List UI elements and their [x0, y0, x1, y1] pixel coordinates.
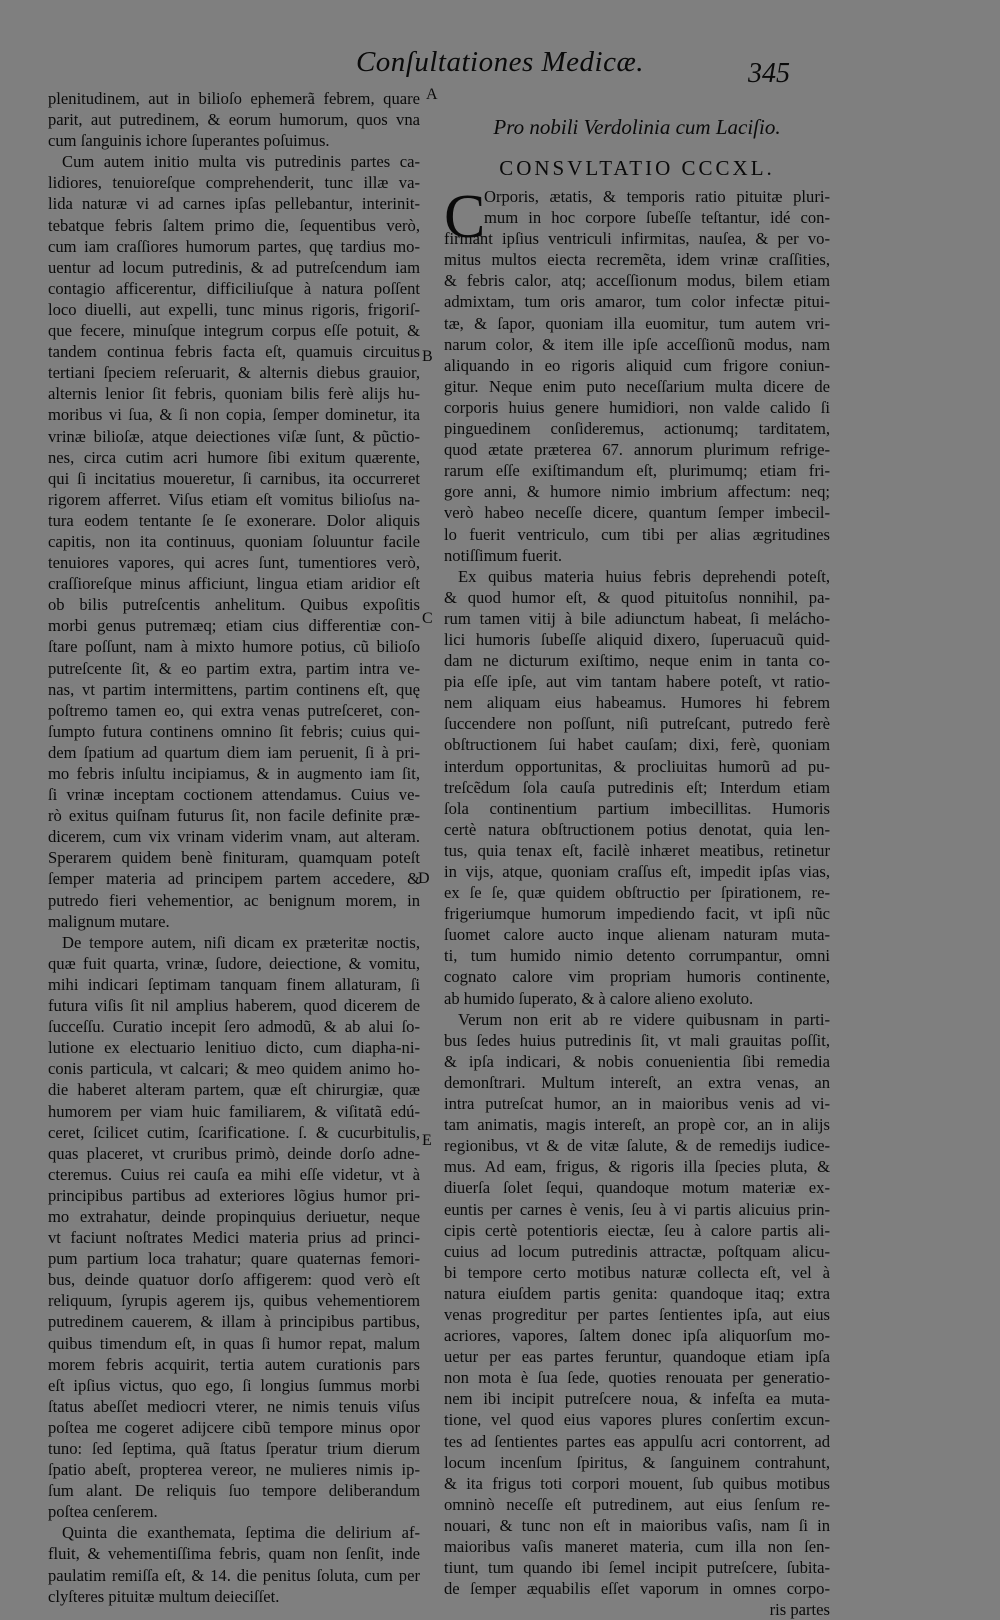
text-line: regionibus, vt & de vitæ ſalute, & de remedijs iudice- [444, 1136, 830, 1156]
text-line: omninò neceſſe eſt putredinem, aut eius ſenſum re- [444, 1494, 830, 1514]
text-line: die haberet alteram partem, quæ eſt chirurgiæ, quæ [48, 1080, 420, 1100]
text-line: quæ fuit quarta, vrinæ, ſudore, deiectione, & vomitu, [48, 953, 420, 973]
text-line: euntis per carnes è venis, ſeu à vi partis alicuius prin- [444, 1199, 830, 1219]
text-line: putreſcente ſit, & eo partim extra, partim intra ve- [48, 658, 420, 678]
text-line: tæ, & ſapor, quoniam illa euomitur, tum autem vri- [444, 313, 830, 333]
text-line: De tempore autem, niſi dicam ex præteritæ noctis, [62, 932, 420, 952]
drop-cap-paragraph [444, 183, 830, 1620]
margin-letter-e: E [422, 1132, 432, 1149]
running-title: Conſultationes Medicæ. [355, 46, 645, 78]
text-line: ſtatus abeſſet mediocri vterer, ne nimis tenuis viſus [48, 1396, 420, 1416]
text-line: natura eiuſdem partis genita: quandoque itaq; extra [444, 1283, 830, 1303]
text-line: tes ad ſentientes partes eas appulſu acri contorrent, ad [444, 1431, 830, 1451]
text-line: rarum eſſe exiſtimandum eſt, plurimumq; etiam fri- [444, 461, 830, 481]
text-line: Quinta die exanthemata, ſeptima die delirium af- [62, 1523, 420, 1543]
text-line: dicerem, cum vix vrinam viderim vnam, aut alteram. [48, 827, 420, 847]
text-line: poſtea me cogeret adijcere cibũ tempore minus opor [48, 1417, 420, 1437]
text-line: mo extrahatur, deinde propinquius deriuetur, neque [48, 1206, 420, 1226]
text-line: ex ſe ſe, quæ quidem obſtructio per ſpirationem, re- [444, 883, 830, 903]
text-line: cum iam craſſiores humorum partes, quę tardius mo- [48, 236, 420, 256]
text-line: firmant ipſius ventriculi infirmitas, nauſea, & per vo- [444, 229, 830, 249]
text-line: capitis, non ita continuus, quoniam ſoluuntur facile [48, 531, 420, 551]
text-line: aliquando in eo rigoris aliquid cum frigore coniun- [444, 355, 830, 375]
text-line: tenuiores vapores, qui acres ſunt, tumentiores verò, [48, 553, 420, 573]
text-line: paulatim remiſſa eſt, & 14. die penitus ſoluta, cum per [48, 1565, 420, 1585]
text-line: notiſſimum fuerit. [444, 545, 562, 565]
text-line: ſucceſſu. Curatio incepit ſero admodũ, & ab alui ſo- [48, 1017, 420, 1037]
text-line: Sperarem quidem benè finituram, quamquam poteſt [48, 848, 420, 868]
text-line: plenitudinem, aut in bilioſo ephemerã febrem, quare [48, 89, 420, 108]
text-line: fluit, & vehementiſſima febris, quam non ſenſit, inde [48, 1544, 420, 1564]
text-line: ſum alant. De reliquis ſuo tempore deliberandum [48, 1481, 420, 1501]
text-line: maioribus vaſis maneret materia, cum illa non ſen- [444, 1537, 830, 1556]
margin-letter-b: B [422, 348, 433, 365]
text-line: rò exitus quiſnam futurus ſit, non facile definite præ- [48, 806, 420, 826]
drop-cap: C [444, 183, 486, 251]
margin-letter-d: D [418, 870, 430, 887]
text-line: ſuccendere non poſſunt, niſi putreſcant, putredo ferè [444, 714, 830, 734]
text-line: craſſioreſque minus afficiunt, lingua etiam aridior eſt [48, 574, 420, 594]
text-line: reliquum, ſyrupis agerem ijs, quibus vehementiorem [48, 1291, 420, 1311]
text-line: mum in hoc corpore ſubeſſe teſtantur, idé con- [484, 208, 830, 228]
text-line: poſtea cenſerem. [48, 1502, 158, 1522]
text-line: non mota è ſua ſede, quoties renouata per generatio- [444, 1368, 830, 1388]
text-line: ſtare poſſunt, nam à mixto humore potius, cũ bilioſo [48, 637, 420, 657]
text-line: verò habeo neceſſe dicere, quantum ſemper imbecil- [444, 503, 830, 523]
text-line: que fecere, minuſque integrum corpus eſſe potuit, & [48, 321, 420, 341]
text-line: ſuomet calore aucto inque alienam naturam muta- [444, 925, 830, 945]
text-line: morbi genus putremæq; etiam cius differentiæ con- [48, 616, 420, 636]
text-line: & quod humor eſt, & quod pituitoſus nonnihil, pa- [444, 587, 830, 607]
text-line: qui ſi incitatius moueretur, ſi carnibus, ita occurreret [48, 468, 420, 488]
text-line: bus ſedes huius putredinis ſit, vt mali grauitas poſſit, [444, 1030, 830, 1050]
text-line: ti, tum humido nimio detento corrumpantur, omni [444, 946, 830, 966]
text-line: pum partium loca trahatur; quare quaternas femori- [48, 1249, 420, 1269]
text-line: ſpatio abeſt, propterea vereor, ne mulieres nimis ip- [48, 1460, 420, 1480]
text-line: tandem continua febris facta eſt, quamuis circuitus [48, 342, 420, 362]
text-line: conis particula, vt calcari; & meo quidem animo ho- [48, 1059, 420, 1079]
margin-letter-a: A [426, 86, 438, 103]
text-line: bi tempore certo motibus naturæ collecta eſt, vel à [444, 1262, 830, 1282]
text-line: lidiores, tenuioreſque comprehenderit, tunc illæ va- [48, 173, 420, 193]
text-line: tione, vel quod eius vapores plures conſertim excun- [444, 1410, 830, 1430]
text-line: interdum opportunitas, & procliuitas humorũ ad pu- [444, 756, 830, 776]
right-column [444, 110, 830, 1620]
text-line: admixtam, tum oris amaror, tum color infectæ pitui- [444, 292, 830, 312]
text-line: putredinem cauerem, & illam à principibus partibus, [48, 1312, 420, 1332]
text-line: ſi vrinæ inceptam coctionem attendamus. Cuius ve- [48, 785, 420, 805]
text-line: obſtructionem ſui habet cauſam; dixi, ferè, quoniam [444, 735, 830, 755]
text-line: ſemper materia ad principem partem accedere, & [48, 869, 420, 889]
text-line: vt faciunt noſtrates Medici materia prius ad princi- [48, 1228, 420, 1248]
text-line: ob bilis putreſcentis anhelitum. Quibus expoſitis [48, 595, 420, 615]
text-line: cteremus. Cuius rei cauſa ea mihi eſſe videtur, vt à [48, 1164, 420, 1184]
page-number: 345 [748, 58, 790, 89]
consultation-heading: CONSVLTATIO CCCXL. [499, 156, 775, 180]
text-line: quibus timendum eſt, in quas ſi humor repat, malum [48, 1333, 420, 1353]
consultation-subtitle: Pro nobili Verdolinia cum Laciſio. [493, 115, 781, 139]
text-line: tuno: ſed ſeptima, quã ſtatus ſperatur trium dierum [48, 1439, 420, 1458]
text-line: mus. Ad eam, frigus, & rigoris illa ſpecies pluta, & [444, 1157, 830, 1177]
text-line: quod ætate præterea 67. annorum plurimum refrige- [444, 440, 830, 460]
text-line: cipis certè potentioris eiectæ, ſeu à calore partis ali- [444, 1220, 830, 1240]
text-line: mitus multos eiecta recremẽta, idem vrinæ craſſities, [444, 250, 830, 270]
text-line: parit, aut putredinem, & eorum humorum, quos vna [48, 110, 420, 130]
text-line: venas progreditur per partes ſentientes ipſa, aut eius [444, 1304, 830, 1324]
text-line: ſola continentium partium imbecillitas. Humoris [444, 798, 830, 818]
text-line: & ita frigus toti corpori mouent, ſub quibus motibus [444, 1473, 830, 1493]
text-line: quas placeret, vt cruribus primò, deinde dorſo adne- [48, 1143, 420, 1163]
text-line: ceret, ſcilicet cutim, ſcarificatione. ſ. & cucurbitulis, [48, 1122, 420, 1142]
text-line: Verum non erit ab re videre quibusnam in parti- [458, 1009, 830, 1029]
text-line: ab humido ſuperato, & à calore alieno exoluto. [444, 988, 754, 1008]
text-line: poſtremo tamen eo, qui extra venas putreſceret, con- [48, 700, 420, 720]
text-line: pia eſſe ipſe, aut vim tantam habere poteſt, vt ratio- [444, 672, 830, 692]
text-line: treſcẽdum ſola cauſa putredinis eſt; Interdum etiam [444, 777, 830, 797]
text-line: ris partes [769, 1600, 830, 1620]
text-line: lida naturæ vi ad carnes ipſas pellebantur, interinit- [48, 194, 420, 214]
text-line: lici humoris ſubeſſe aliquid dixero, ſuperuacuũ quid- [444, 629, 830, 649]
text-line: dam ne dicturum exiſtimo, neque enim in tanta co- [444, 651, 830, 671]
text-line: mihi indicari ſeptimam tanquam finem allaturam, ſi [48, 974, 420, 994]
text-line: demonſtrari. Multum intereſt, an extra venas, an [444, 1072, 830, 1092]
text-line: clyſteres pituitæ multum deieciſſet. [48, 1586, 280, 1606]
text-line: diuerſa ſolet ſequi, quandoque motum materiæ ex- [444, 1178, 830, 1198]
text-line: nas, vt partim intermittens, partim continens eſt, quę [48, 679, 420, 699]
text-line: tiunt, tum quando ibi ſemel incipit putreſcere, ſubita- [444, 1558, 830, 1578]
text-line: in vijs, atque, quoniam craſſus eſt, impedit ipſas vias, [444, 862, 830, 881]
text-line: narum color, & item ille ipſe acceſſionũ modus, nam [444, 334, 830, 354]
text-line: locum incenſum ſpiritus, & ſanguinem contrahunt, [444, 1452, 830, 1472]
text-line: nes, circa cutim acri humore ſibi exitum quærente, [48, 447, 420, 467]
left-column [48, 88, 420, 1607]
text-line: bus, deinde quatuor dorſo affigerem: quod verò eſt [48, 1270, 420, 1290]
text-line: uentur ad locum putredinis, & ad putreſcendum iam [48, 257, 420, 277]
text-line: & febris calor, atq; acceſſionum modus, bilem etiam [444, 271, 830, 291]
right-column-text [444, 183, 830, 1620]
text-line: dem ſpatium ad quartum diem iam peruenit, ſi à pri- [48, 742, 420, 762]
text-line: morem febris acquirit, tertia autem curationis pars [48, 1354, 420, 1374]
text-line: moribus vi ſua, & ſi non copia, ſemper dominetur, ita [48, 405, 420, 425]
text-line: alternis lenior ſit febris, quoniam bilis ferè alijs hu- [48, 384, 420, 404]
text-line: mo febris inſultu incipiamus, & in augmento iam ſit, [48, 764, 420, 783]
text-line: ſumpto futura continens omnino ſit febris; cuius qui- [48, 721, 420, 741]
text-line: frigeriumque humorum impediendo facit, vt ipſi nũc [444, 904, 830, 924]
text-line: cuius ad locum putredinis attractæ, poſtquam alicu- [444, 1241, 830, 1261]
text-line: tebatque febris ſaltem primo die, ſequentibus verò, [48, 215, 420, 235]
text-line: & ipſa indicari, & nobis conuenientia ſibi remedia [444, 1051, 830, 1071]
text-line: Ex quibus materia huius febris deprehendi poteſt, [458, 566, 830, 586]
text-line: nem aliquam eius habeamus. Humores hi febrem [444, 693, 830, 713]
text-line: de ſemper æquabilis eſſet vaporum in omnes corpo- [444, 1579, 830, 1599]
text-line: cognato calore vim propriam humoris continente, [444, 967, 830, 987]
text-line: intra putreſcat humor, an in maioribus venis ad vi- [444, 1094, 830, 1114]
text-line: humorem per viam huic familiarem, & viſitatã edú- [48, 1101, 420, 1121]
text-line: rigorem afferret. Viſus etiam eſt vomitus bilioſus na- [48, 489, 420, 509]
text-line: tertiani ſpeciem reſeruarit, & alternis diebus grauior, [48, 363, 420, 383]
text-line: gore anni, & humore nimio imbrium affectum: neq; [444, 482, 830, 502]
text-line: lutione ex electuario lenitiuo dicto, cum diapha-ni- [48, 1038, 420, 1058]
text-line: Orporis, ætatis, & temporis ratio pituitæ pluri- [484, 187, 830, 206]
text-line: tus, quia tenax eſt, facilè inhæret meatibus, retinetur [444, 840, 830, 860]
text-line: pinguedinem conſideremus, actionumq; tarditatem, [444, 419, 830, 439]
text-line: eſt ipſius victus, quo ego, ſi longius ſummus morbi [48, 1375, 420, 1395]
text-line: nouari, & tunc non eſt in maioribus vaſis, nam ſi in [444, 1515, 830, 1535]
text-line: principibus partibus ad exteriores lõgius humor pri- [48, 1185, 420, 1205]
text-line: tura eodem tentante ſe ſe exonerare. Dolor aliquis [48, 510, 420, 530]
text-line: contagio afficerentur, difficiliuſque à natura poſſent [48, 278, 420, 298]
text-line: gitur. Neque enim puto neceſſarium multa dicere de [444, 376, 830, 396]
text-line: vrinæ bilioſæ, atque deiectiones viſæ ſunt, & pũctio- [48, 426, 420, 446]
text-line: futura viſis ſit nil amplius haberem, quod dicerem de [48, 996, 420, 1016]
text-line: uetur per eas partes feruntur, quandoque etiam ipſa [444, 1347, 830, 1367]
text-line: tam animatis, magis intereſt, an propè cor, an in alijs [444, 1115, 830, 1135]
text-line: cum ſanguinis ichore ſuperantes poſuimus. [48, 131, 330, 151]
text-line: lo fuerit ventriculo, cum tibi per alias ægritudines [444, 524, 830, 544]
text-line: loco diuelli, aut expelli, tunc minus rigoris, frigoriſ- [48, 299, 420, 319]
text-line: malignum mutare. [48, 911, 170, 931]
text-line: nem ibi incipit putreſcere noua, & infeſta ea muta- [444, 1389, 830, 1409]
text-line: corporis huius genere humidiori, non valde calido ſi [444, 397, 830, 417]
text-line: rum tamen vitij à bile adiunctum habeat, ſi melácho- [444, 608, 830, 628]
text-line: certè natura obſtructionem potius denotat, quia len- [444, 819, 830, 839]
text-line: putredo fieri vehementior, ac benignum morem, in [48, 890, 420, 910]
text-line: Cum autem initio multa vis putredinis partes ca- [62, 152, 420, 172]
text-line: acriores, vapores, ſaltem donec ipſa aliquorſum mo- [444, 1326, 830, 1346]
margin-letter-c: C [422, 610, 433, 627]
